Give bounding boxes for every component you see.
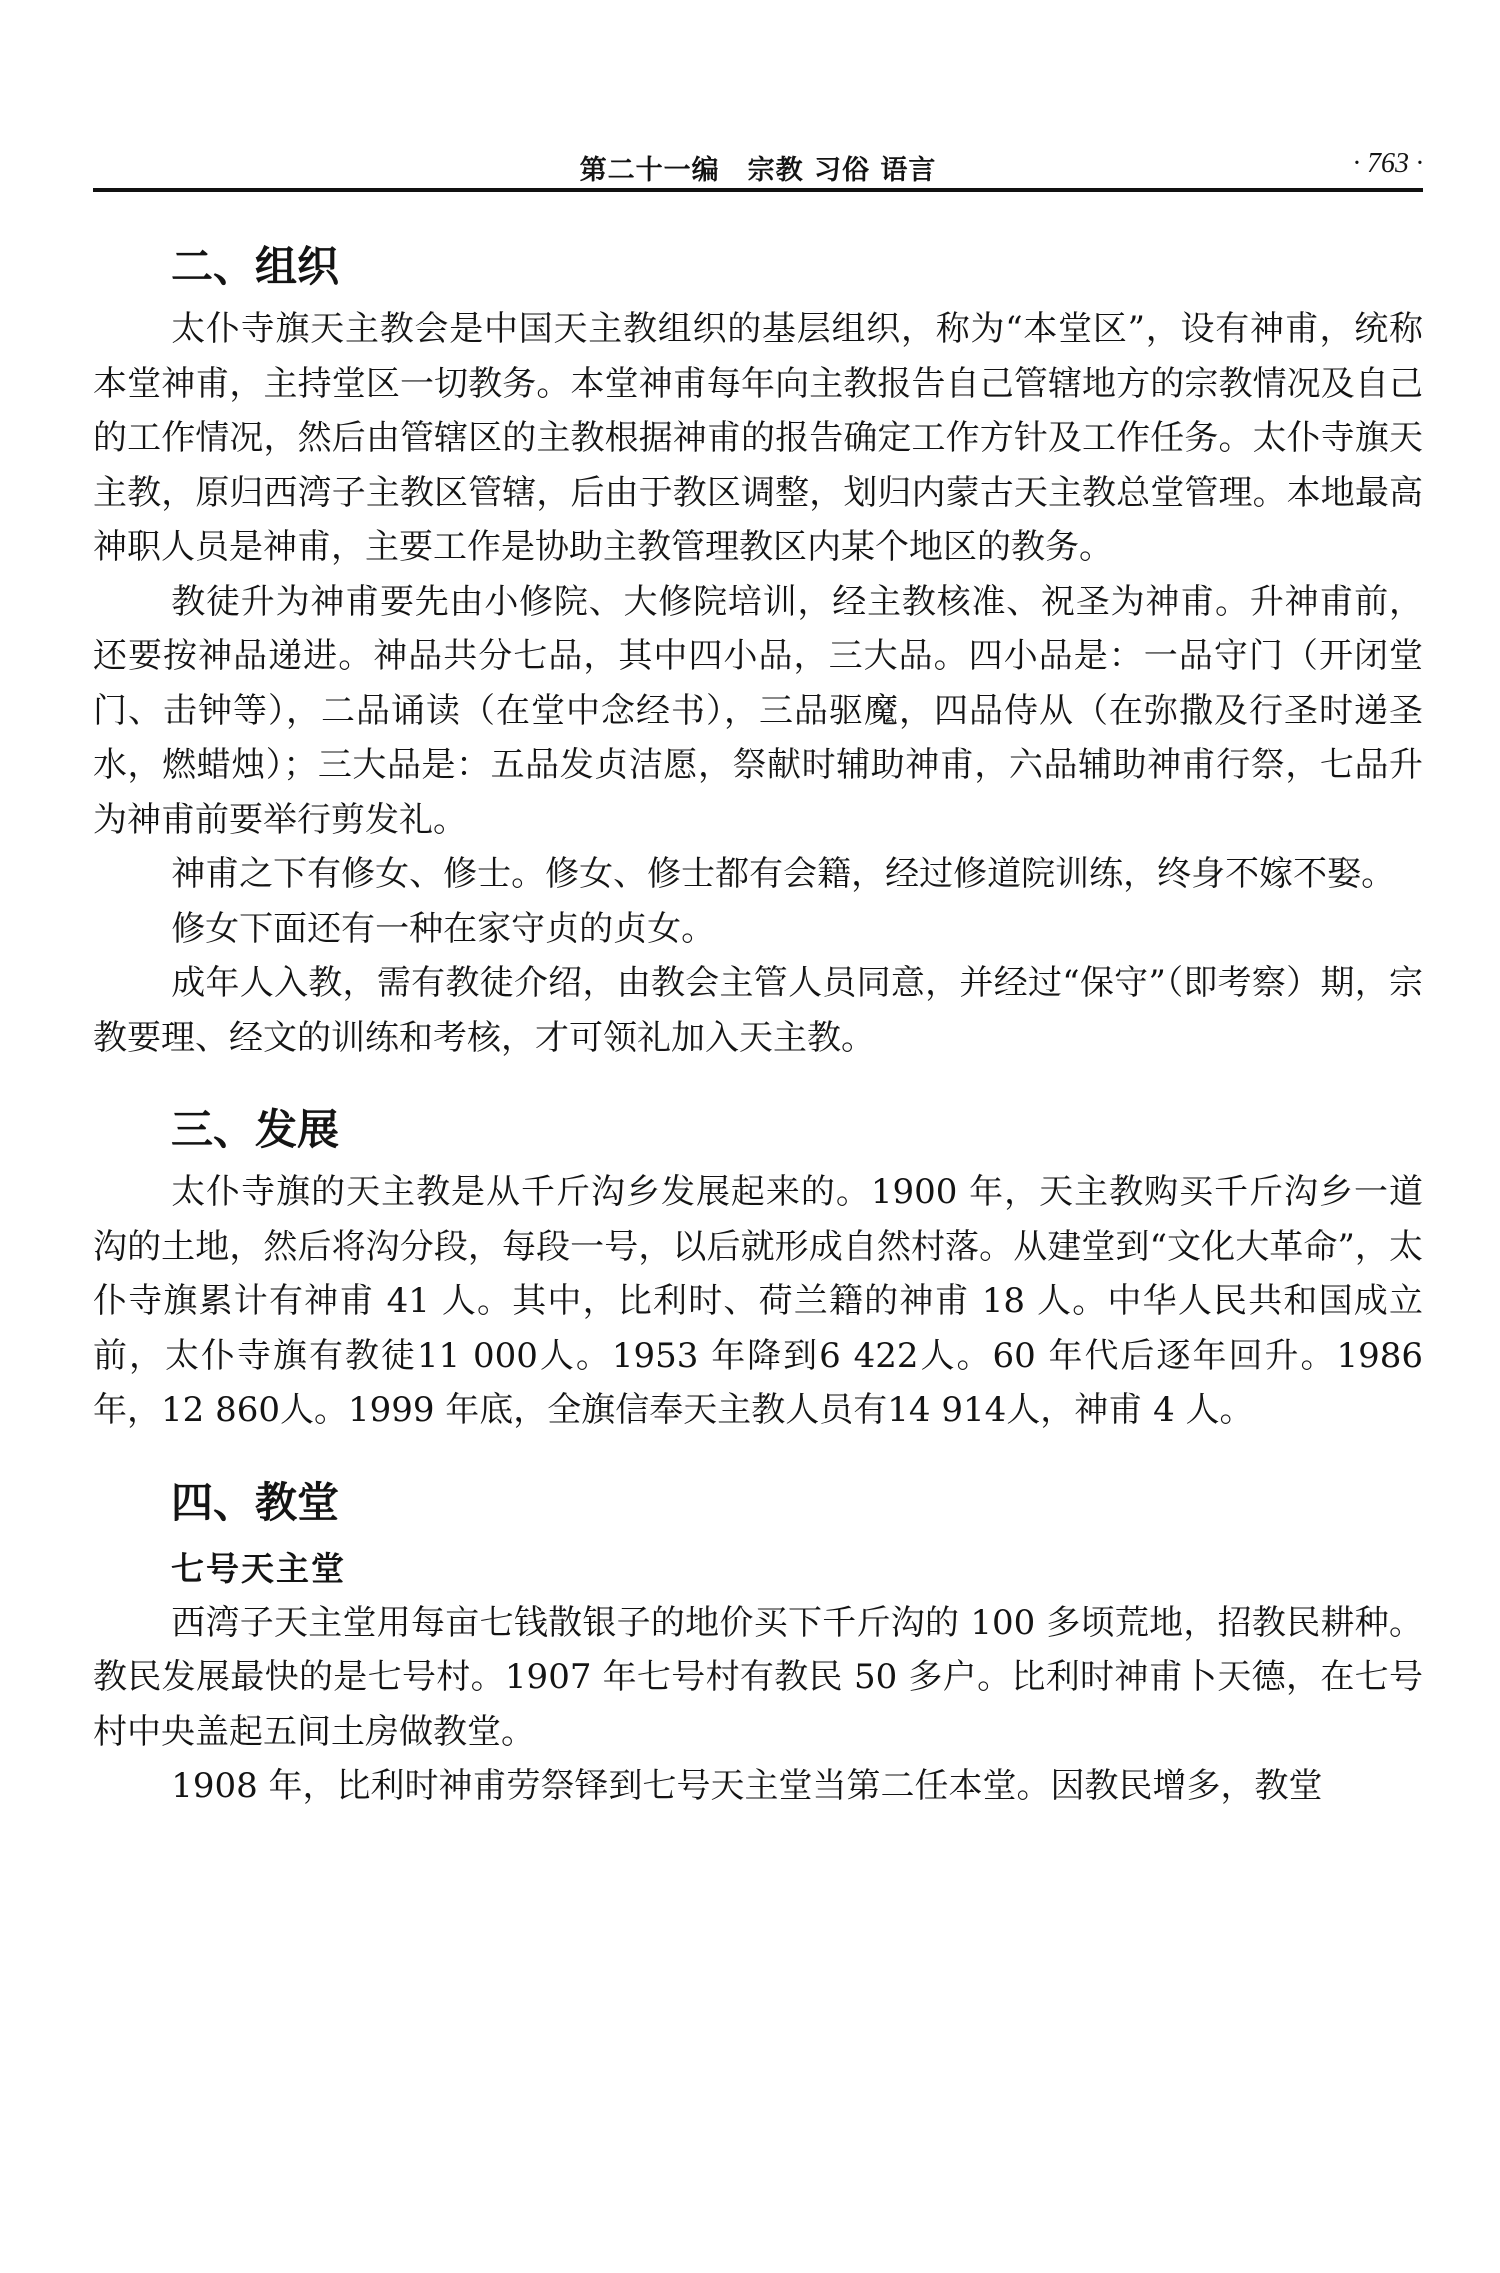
section-churches: [93, 1468, 1423, 1814]
section-organization: [93, 232, 1423, 1065]
body-paragraph: 修女下面还有一种在家守贞的贞女。: [171, 908, 716, 949]
page-body: [93, 232, 1423, 1814]
page-number: · 763 ·: [1353, 148, 1423, 179]
header-rule: [93, 188, 1423, 192]
running-title: 第二十一编 宗教 习俗 语言: [579, 155, 937, 186]
body-paragraph: 太仆寺旗天主教会是中国天主教组织的基层组织，称为“本堂区”，设有神甫，统称本堂神甫，主持堂区一切教务。本堂神甫每年向主教报告自己管辖地方的宗教情况及自己的工作情况，然后由管辖区的主教根据神甫的报告确定工作方针及工作任务。太仆寺旗天主教，原归西湾子主教区管辖，后由于教区调整，划归内蒙古天主教总堂管理。本地最高神职人员是神甫，主要工作是协助主教管理教区内某个地区的教务。: [93, 309, 1423, 567]
sub-heading: 七号天主堂: [171, 1548, 346, 1588]
body-paragraph: 成年人入教，需有教徒介绍，由教会主管人员同意，并经过“保守”（即考察）期，宗教要理、经文的训练和考核，才可领礼加入天主教。: [93, 963, 1423, 1058]
running-head: [93, 148, 1423, 188]
section-heading: 二、组织: [171, 242, 340, 291]
body-paragraph: 1908 年，比利时神甫劳祭铎到七号天主堂当第二任本堂。因教民增多，教堂: [171, 1766, 1323, 1806]
section-heading: 四、教堂: [171, 1477, 340, 1527]
body-paragraph: 教徒升为神甫要先由小修院、大修院培训，经主教核准、祝圣为神甫。升神甫前，还要按神品递进。神品共分七品，其中四小品，三大品。四小品是：一品守门（开闭堂门、击钟等），二品诵读（在堂中念经书），三品驱魔，四品侍从（在弥撒及行圣时递圣水，燃蜡烛）；三大品是：五品发贞洁愿，祭献时辅助神甫，六品辅助神甫行祭，七品升为神甫前要举行剪发礼。: [93, 581, 1423, 840]
body-paragraph: 神甫之下有修女、修士。修女、修士都有会籍，经过修道院训练，终身不嫁不娶。: [171, 854, 1396, 894]
section-heading: 三、发展: [171, 1105, 340, 1154]
body-paragraph: 西湾子天主堂用每亩七钱散银子的地价买下千斤沟的 100 多顷荒地，招教民耕种。教民发展最快的是七号村。1907 年七号村有教民 50 多户。比利时神甫卜天德，在七号村中央盖起五间土房做教堂。: [93, 1602, 1423, 1752]
section-development: [93, 1095, 1423, 1438]
body-paragraph: 太仆寺旗的天主教是从千斤沟乡发展起来的。1900 年，天主教购买千斤沟乡一道沟的土地，然后将沟分段，每段一号，以后就形成自然村落。从建堂到“文化大革命”，太仆寺旗累计有神甫 41 人。其中，比利时、荷兰籍的神甫 18 人。中华人民共和国成立前，太仆寺旗有教徒11 000人。1953 年降到6 422人。60 年代后逐年回升。1986 年，12 860人。1999 年底，全旗信奉天主教人员有14 914人，神甫 4 人。: [93, 1172, 1423, 1430]
